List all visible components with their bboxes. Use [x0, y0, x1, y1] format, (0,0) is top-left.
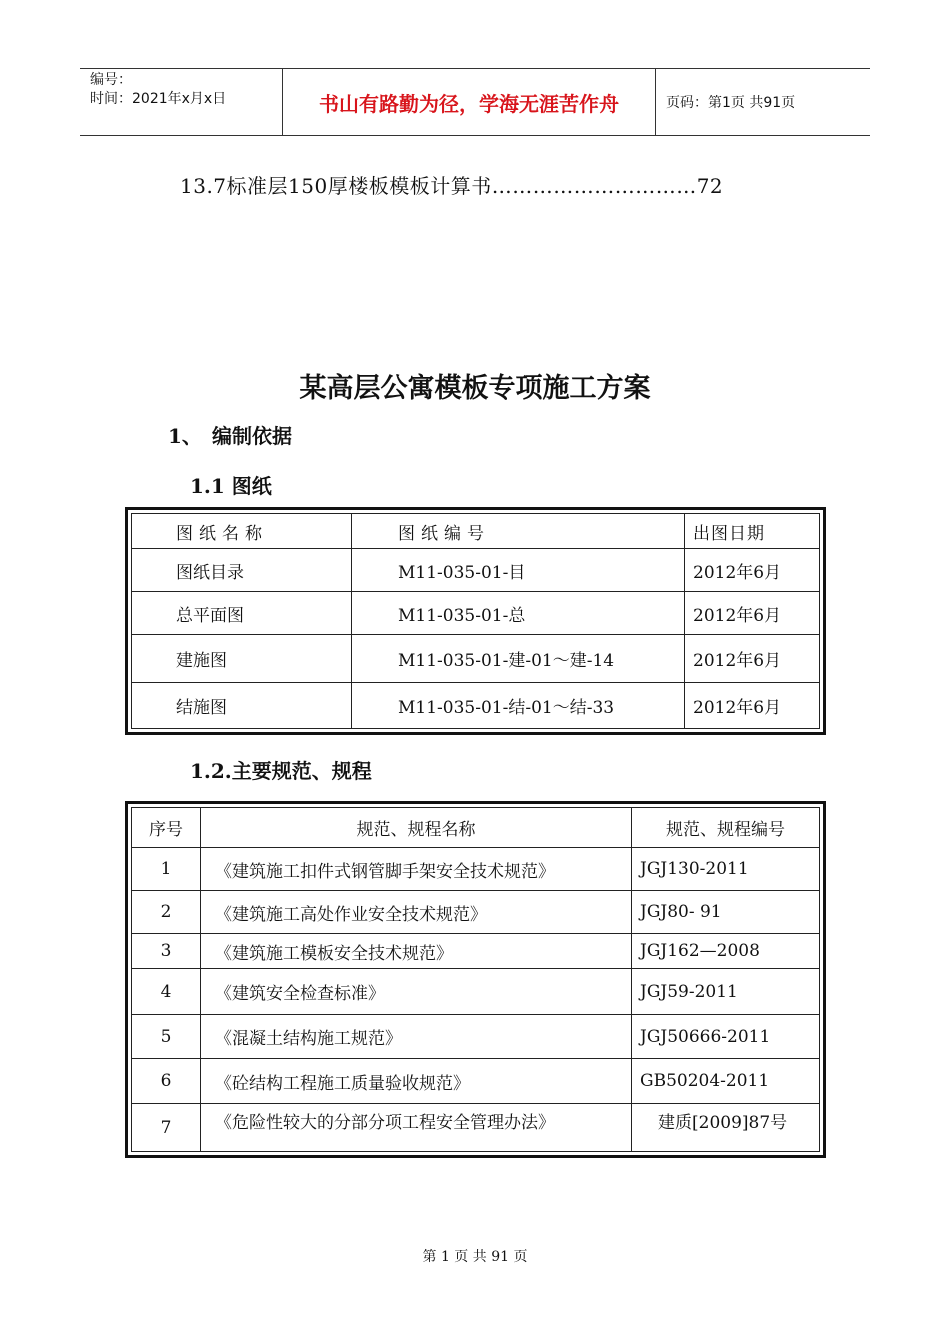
table-header-row: [132, 808, 820, 848]
table-cell: 建施图: [132, 635, 352, 683]
header-cell: 图纸名称: [132, 514, 352, 549]
table-row: [132, 549, 820, 592]
standards-table-frame: [125, 801, 826, 1158]
table-cell: 6: [132, 1059, 201, 1104]
table-cell: 1: [132, 848, 201, 891]
table-cell: 2012年6月: [685, 683, 820, 729]
header-cell: 规范、规程编号: [632, 808, 820, 848]
table-cell: M11-035-01-建-01～建-14: [352, 635, 685, 683]
table-cell: JGJ130-2011: [632, 848, 820, 891]
table-cell: 《危险性较大的分部分项工程安全管理办法》: [201, 1104, 632, 1152]
table-row: [132, 891, 820, 934]
table-cell: 5: [132, 1015, 201, 1059]
section-label: 编制依据: [212, 424, 292, 448]
section-heading-1-1: 1.1 图纸: [190, 474, 272, 498]
table-row: [132, 969, 820, 1015]
table-row: [132, 1104, 820, 1152]
header-cell: 图纸编号: [352, 514, 685, 549]
table-header-row: [132, 514, 820, 549]
table-cell: JGJ50666-2011: [632, 1015, 820, 1059]
section-number: 1、: [168, 424, 202, 448]
table-row: [132, 934, 820, 969]
table-cell: JGJ59-2011: [632, 969, 820, 1015]
table-cell: 建质[2009]87号: [632, 1104, 820, 1152]
table-row: [132, 1015, 820, 1059]
drawings-table: [131, 513, 820, 729]
table-row: [132, 635, 820, 683]
header-motto: 书山有路勤为径，学海无涯苦作舟: [282, 69, 656, 135]
table-cell: 《建筑安全检查标准》: [201, 969, 632, 1015]
table-row: [132, 1059, 820, 1104]
table-cell: 《建筑施工模板安全技术规范》: [201, 934, 632, 969]
date-line: 时间：2021年x月x日: [90, 91, 227, 107]
table-cell: 2012年6月: [685, 635, 820, 683]
table-cell: 《砼结构工程施工质量验收规范》: [201, 1059, 632, 1104]
header-cell: 规范、规程名称: [201, 808, 632, 848]
table-cell: 结施图: [132, 683, 352, 729]
drawings-table-frame: [125, 507, 826, 735]
table-cell: 《混凝土结构施工规范》: [201, 1015, 632, 1059]
page-footer: 第 1 页 共 91 页: [422, 1249, 528, 1265]
header-cell: 序号: [132, 808, 201, 848]
header-page-info: 页码：第1页 共91页: [666, 95, 796, 111]
table-cell: 2012年6月: [685, 549, 820, 592]
table-cell: 图纸目录: [132, 549, 352, 592]
number-label: 编号：: [90, 72, 132, 88]
table-cell: 7: [132, 1104, 201, 1152]
page-header: [80, 68, 870, 136]
table-cell: 3: [132, 934, 201, 969]
toc-entry: 13.7标准层150厚楼板模板计算书…………………………72: [180, 174, 724, 198]
table-cell: 总平面图: [132, 592, 352, 635]
table-row: [132, 683, 820, 729]
table-cell: M11-035-01-总: [352, 592, 685, 635]
table-cell: 《建筑施工高处作业安全技术规范》: [201, 891, 632, 934]
table-cell: 2: [132, 891, 201, 934]
table-cell: GB50204-2011: [632, 1059, 820, 1104]
section-heading-1-2: 1.2.主要规范、规程: [190, 759, 372, 783]
table-cell: 2012年6月: [685, 592, 820, 635]
table-cell: JGJ162—2008: [632, 934, 820, 969]
table-cell: 4: [132, 969, 201, 1015]
table-row: [132, 592, 820, 635]
table-cell: M11-035-01-目: [352, 549, 685, 592]
table-row: [132, 848, 820, 891]
standards-table: [131, 807, 820, 1152]
header-cell: 出图日期: [685, 514, 820, 549]
table-cell: M11-035-01-结-01～结-33: [352, 683, 685, 729]
table-cell: JGJ80- 91: [632, 891, 820, 934]
table-cell: 《建筑施工扣件式钢管脚手架安全技术规范》: [201, 848, 632, 891]
header-meta: [80, 69, 282, 135]
document-title: 某高层公寓模板专项施工方案: [299, 373, 651, 404]
section-heading-1: [168, 420, 292, 449]
